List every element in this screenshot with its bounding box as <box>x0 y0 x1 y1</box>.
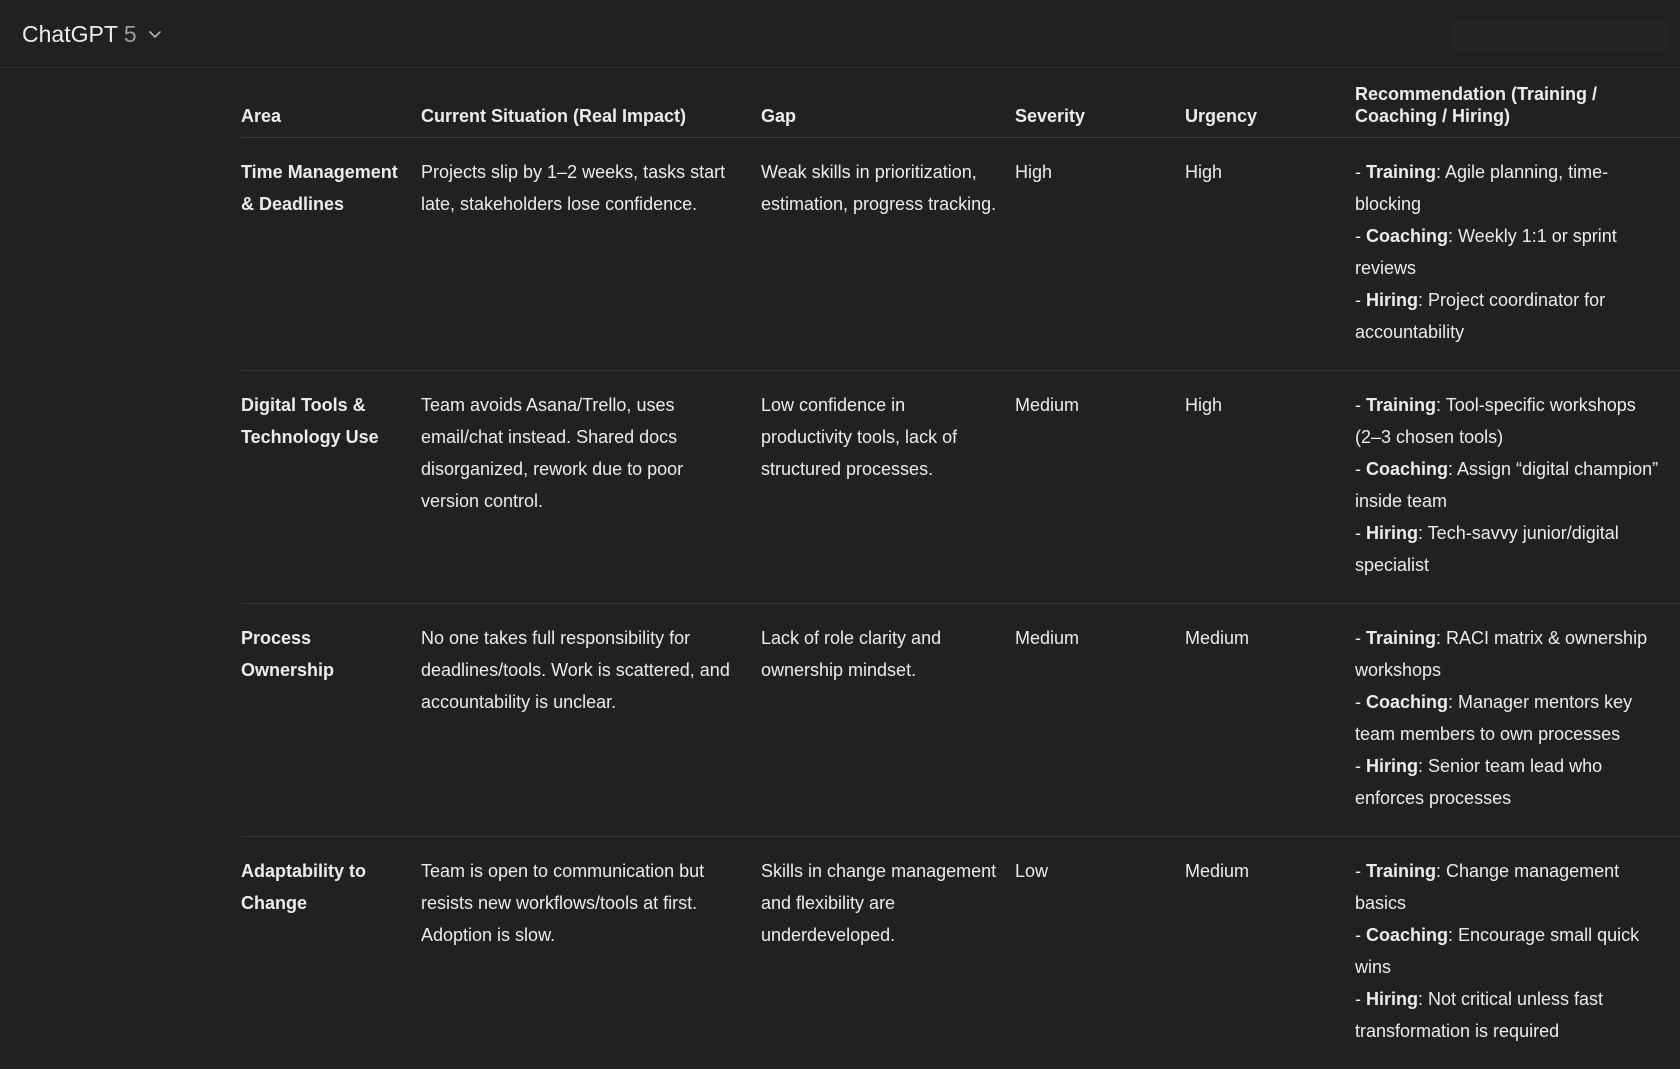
model-version: 5 <box>124 21 137 48</box>
recommendation-text: : Change management basics <box>1355 861 1619 913</box>
recommendation-prefix: - <box>1355 692 1366 712</box>
severity-cell: Low <box>1015 837 1185 1069</box>
recommendation-item <box>1355 983 1664 1047</box>
recommendation-text: : Encourage small quick wins <box>1355 925 1639 977</box>
recommendation-item <box>1355 686 1664 750</box>
situation-cell: No one takes full responsibility for deadlines/tools. Work is scattered, and accountability is unclear. <box>421 604 761 837</box>
recommendation-text: : RACI matrix & ownership workshops <box>1355 628 1647 680</box>
severity-cell: Medium <box>1015 371 1185 604</box>
gap-cell: Low confidence in productivity tools, lack of structured processes. <box>761 371 1015 604</box>
situation-cell: Projects slip by 1–2 weeks, tasks start late, stakeholders lose confidence. <box>421 138 761 371</box>
recommendation-type: Coaching <box>1366 925 1448 945</box>
recommendation-item <box>1355 919 1664 983</box>
recommendation-item <box>1355 156 1664 220</box>
table-header-row <box>241 68 1680 138</box>
recommendation-cell <box>1355 837 1680 1069</box>
column-header: Current Situation (Real Impact) <box>421 68 761 138</box>
recommendation-cell <box>1355 371 1680 604</box>
column-header: Area <box>241 68 421 138</box>
recommendation-item <box>1355 453 1664 517</box>
gap-cell: Skills in change management and flexibility are underdeveloped. <box>761 837 1015 1069</box>
recommendation-prefix: - <box>1355 226 1366 246</box>
recommendation-prefix: - <box>1355 523 1366 543</box>
urgency-cell: High <box>1185 371 1355 604</box>
recommendation-type: Training <box>1366 861 1436 881</box>
recommendation-type: Hiring <box>1366 989 1418 1009</box>
recommendation-type: Training <box>1366 395 1436 415</box>
area-cell: Time Management & Deadlines <box>241 138 421 371</box>
recommendation-item <box>1355 389 1664 453</box>
recommendation-type: Hiring <box>1366 523 1418 543</box>
message-content <box>241 68 1680 1069</box>
urgency-cell: Medium <box>1185 604 1355 837</box>
recommendation-item <box>1355 284 1664 348</box>
recommendation-text: : Assign “digital champion” inside team <box>1355 459 1658 511</box>
urgency-cell: Medium <box>1185 837 1355 1069</box>
situation-cell: Team avoids Asana/Trello, uses email/chat instead. Shared docs disorganized, rework due to poor version control. <box>421 371 761 604</box>
gap-cell: Weak skills in prioritization, estimation, progress tracking. <box>761 138 1015 371</box>
area-cell: Process Ownership <box>241 604 421 837</box>
recommendation-type: Training <box>1366 628 1436 648</box>
model-switcher-button[interactable] <box>18 18 167 50</box>
recommendation-text: : Project coordinator for accountability <box>1355 290 1605 342</box>
recommendation-cell <box>1355 138 1680 371</box>
recommendation-text: : Senior team lead who enforces processes <box>1355 756 1602 808</box>
recommendation-cell <box>1355 604 1680 837</box>
recommendation-prefix: - <box>1355 925 1366 945</box>
recommendation-item <box>1355 220 1664 284</box>
recommendation-type: Coaching <box>1366 226 1448 246</box>
recommendation-prefix: - <box>1355 628 1366 648</box>
recommendation-type: Hiring <box>1366 290 1418 310</box>
recommendation-item <box>1355 750 1664 814</box>
table-row <box>241 371 1680 604</box>
area-cell: Digital Tools & Technology Use <box>241 371 421 604</box>
recommendation-text: : Tool-specific workshops (2–3 chosen tools) <box>1355 395 1636 447</box>
recommendation-text: : Not critical unless fast transformation is required <box>1355 989 1603 1041</box>
recommendation-item <box>1355 517 1664 581</box>
column-header: Urgency <box>1185 68 1355 138</box>
top-bar <box>0 0 1680 68</box>
column-header: Recommendation (Training / Coaching / Hiring) <box>1355 68 1680 138</box>
situation-cell: Team is open to communication but resists new workflows/tools at first. Adoption is slow. <box>421 837 761 1069</box>
model-name: ChatGPT <box>22 21 118 48</box>
recommendation-prefix: - <box>1355 861 1366 881</box>
table-header <box>241 68 1680 138</box>
column-header: Severity <box>1015 68 1185 138</box>
recommendation-text: : Manager mentors key team members to own processes <box>1355 692 1632 744</box>
recommendation-item <box>1355 855 1664 919</box>
severity-cell: High <box>1015 138 1185 371</box>
gap-cell: Lack of role clarity and ownership mindset. <box>761 604 1015 837</box>
table-body <box>241 138 1680 1069</box>
recommendation-text: : Weekly 1:1 or sprint reviews <box>1355 226 1617 278</box>
severity-cell: Medium <box>1015 604 1185 837</box>
area-cell: Adaptability to Change <box>241 837 421 1069</box>
column-header: Gap <box>761 68 1015 138</box>
table-row <box>241 604 1680 837</box>
assessment-table <box>241 68 1680 1069</box>
top-right-area <box>1450 20 1670 50</box>
recommendation-prefix: - <box>1355 989 1366 1009</box>
table-row <box>241 138 1680 371</box>
chevron-down-icon <box>147 26 163 42</box>
recommendation-text: : Tech-savvy junior/digital specialist <box>1355 523 1619 575</box>
recommendation-type: Coaching <box>1366 459 1448 479</box>
recommendation-prefix: - <box>1355 162 1366 182</box>
recommendation-type: Hiring <box>1366 756 1418 776</box>
recommendation-text: : Agile planning, time-blocking <box>1355 162 1608 214</box>
recommendation-type: Coaching <box>1366 692 1448 712</box>
recommendation-item <box>1355 622 1664 686</box>
recommendation-prefix: - <box>1355 459 1366 479</box>
table-row <box>241 837 1680 1069</box>
recommendation-prefix: - <box>1355 290 1366 310</box>
urgency-cell: High <box>1185 138 1355 371</box>
recommendation-type: Training <box>1366 162 1436 182</box>
recommendation-prefix: - <box>1355 395 1366 415</box>
recommendation-prefix: - <box>1355 756 1366 776</box>
